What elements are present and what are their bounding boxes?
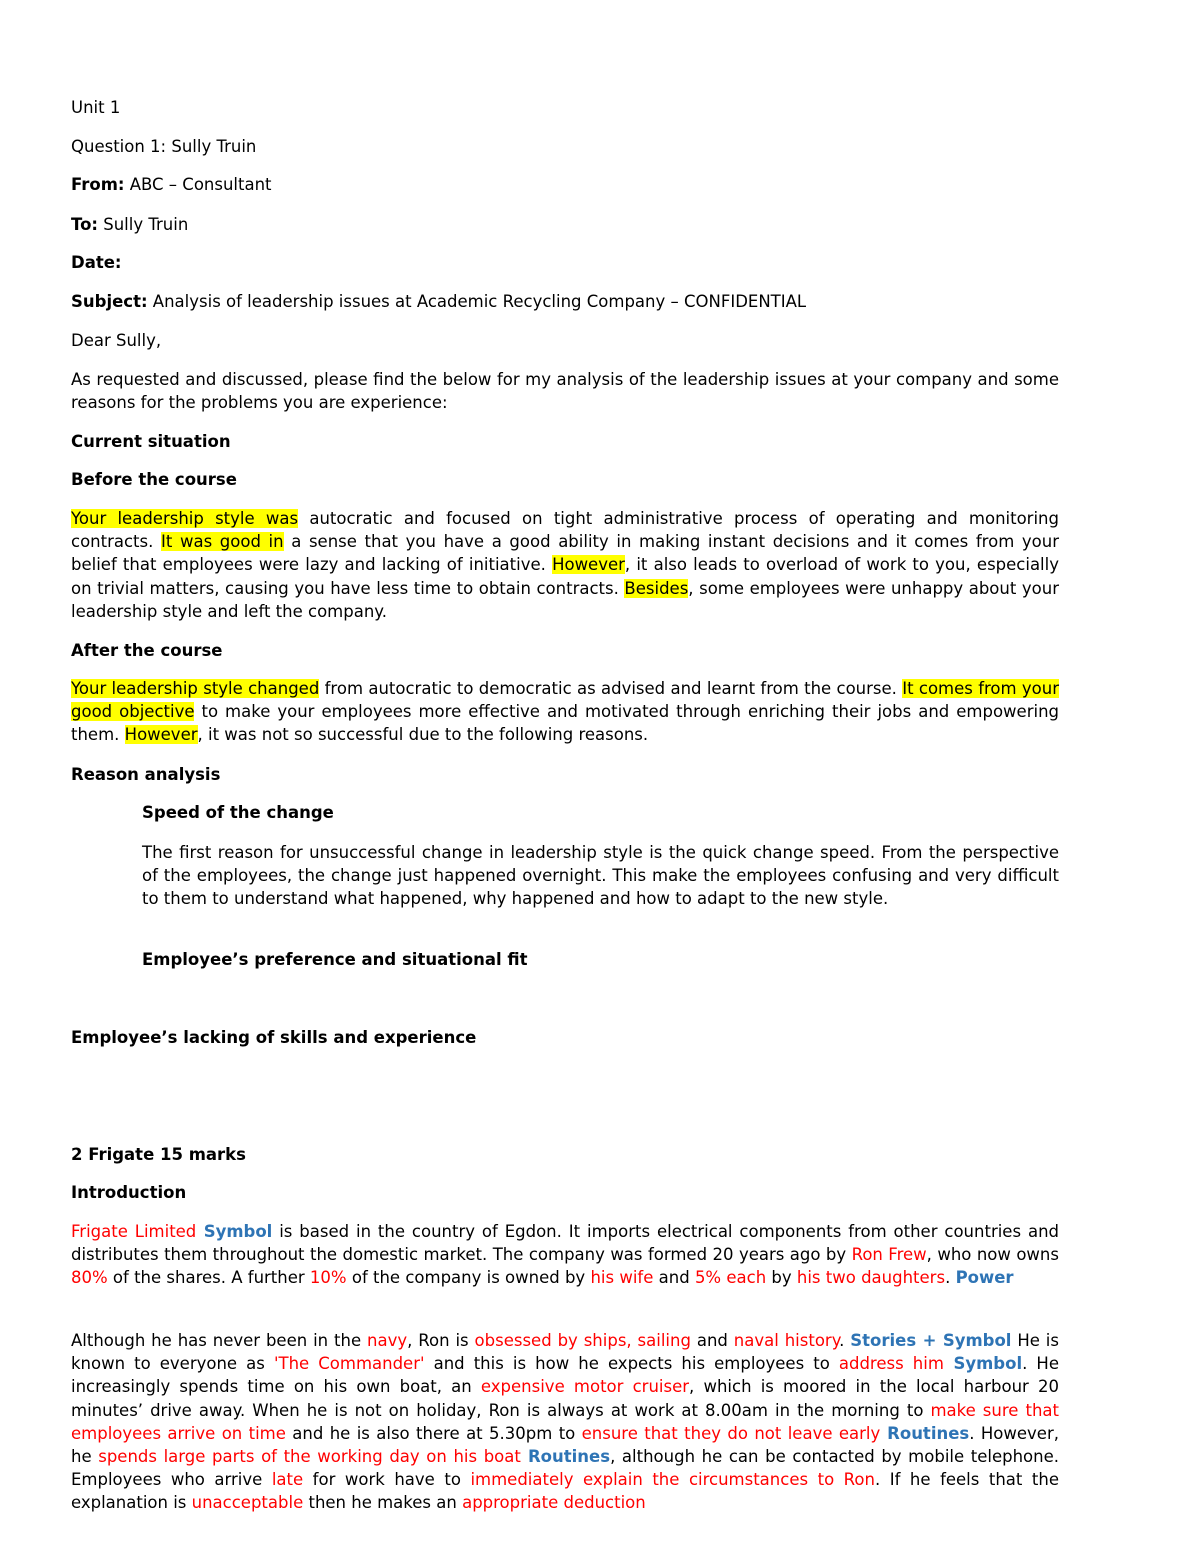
heading-reason-analysis: Reason analysis (71, 765, 221, 784)
highlight: Besides (624, 578, 689, 598)
heading-before-course: Before the course (71, 470, 237, 489)
highlight: It was good in (161, 532, 284, 552)
question-title: Question 1: Sully Truin (71, 137, 257, 156)
frigate-paragraph-2: Although he has never been in the navy, Ron is obsessed by ships, sailing and naval history. Stories + Symbol He is known to everyone as 'The Commander' and this is how he expects his employees to address him Symbol. He increasingly spends time on his own boat, an expensive motor cruiser, which is moored in the local harbour 20 minutes’ drive away. When he is not on holiday, Ron is always at work at 8.00am in the morning to make sure that employees arrive on time and he is also there at 5.30pm to ensure that they do not leave early Routines. However, he spends large parts of the working day on his boat Routines, although he can be contacted by mobile telephone. Employees who arrive late for work have to immediately explain the circumstances to Ron. If he feels that the explanation is unacceptable then he makes an appropriate deduction (71, 1331, 1059, 1513)
highlight: However (124, 725, 198, 745)
highlight: However (552, 555, 625, 575)
heading-current-situation: Current situation (71, 432, 231, 451)
highlight: Your leadership style changed (71, 679, 320, 698)
memo-date: Date: (71, 253, 122, 272)
speed-paragraph: The first reason for unsuccessful change in leadership style is the quick change speed. From the perspective of the employees, the change just happened overnight. This make the employees confusing and very difficult to them to understand what happened, why happened and how to adapt to the new style. (142, 843, 1059, 909)
unit-title: Unit 1 (71, 98, 121, 117)
heading-introduction: Introduction (71, 1183, 187, 1202)
memo-subject: Subject: Analysis of leadership issues at Academic Recycling Company – CONFIDENTIAL (71, 292, 807, 311)
heading-frigate: 2 Frigate 15 marks (71, 1145, 246, 1164)
memo-from: From: ABC – Consultant (71, 175, 272, 194)
highlight: Your leadership style was (71, 509, 299, 528)
heading-employee-preference: Employee’s preference and situational fit (142, 950, 528, 969)
highlight: It comes from your good objective (71, 679, 1060, 722)
intro-paragraph: As requested and discussed, please find the below for my analysis of the leadership issues at your company and some reasons for the problems you are experience: (71, 370, 1059, 413)
heading-speed-of-change: Speed of the change (142, 803, 334, 822)
after-course-paragraph: Your leadership style changed from autocratic to democratic as advised and learnt from the course. It comes from your good objective to make your employees more effective and motivated through enriching their jobs and empowering them. However, it was not so successful due to the following reasons. (71, 679, 1060, 745)
frigate-paragraph-1: Frigate Limited Symbol is based in the country of Egdon. It imports electrical components from other countries and distributes them throughout the domestic market. The company was formed 20 years ago by Ron Frew, who now owns 80% of the shares. A further 10% of the company is owned by his wife and 5% each by his two daughters. Power (71, 1222, 1059, 1288)
heading-employee-lacking: Employee’s lacking of skills and experience (71, 1028, 477, 1047)
heading-after-course: After the course (71, 641, 223, 660)
memo-to: To: Sully Truin (71, 215, 189, 234)
greeting: Dear Sully, (71, 331, 162, 350)
before-course-paragraph: Your leadership style was autocratic and focused on tight administrative process of operating and monitoring contracts. It was good in a sense that you have a good ability in making instant decisions and it comes from your belief that employees were lazy and lacking of initiative. However, it also leads to overload of work to you, especially on trivial matters, causing you have less time to obtain contracts. Besides, some employees were unhappy about your leadership style and left the company. (71, 509, 1059, 621)
